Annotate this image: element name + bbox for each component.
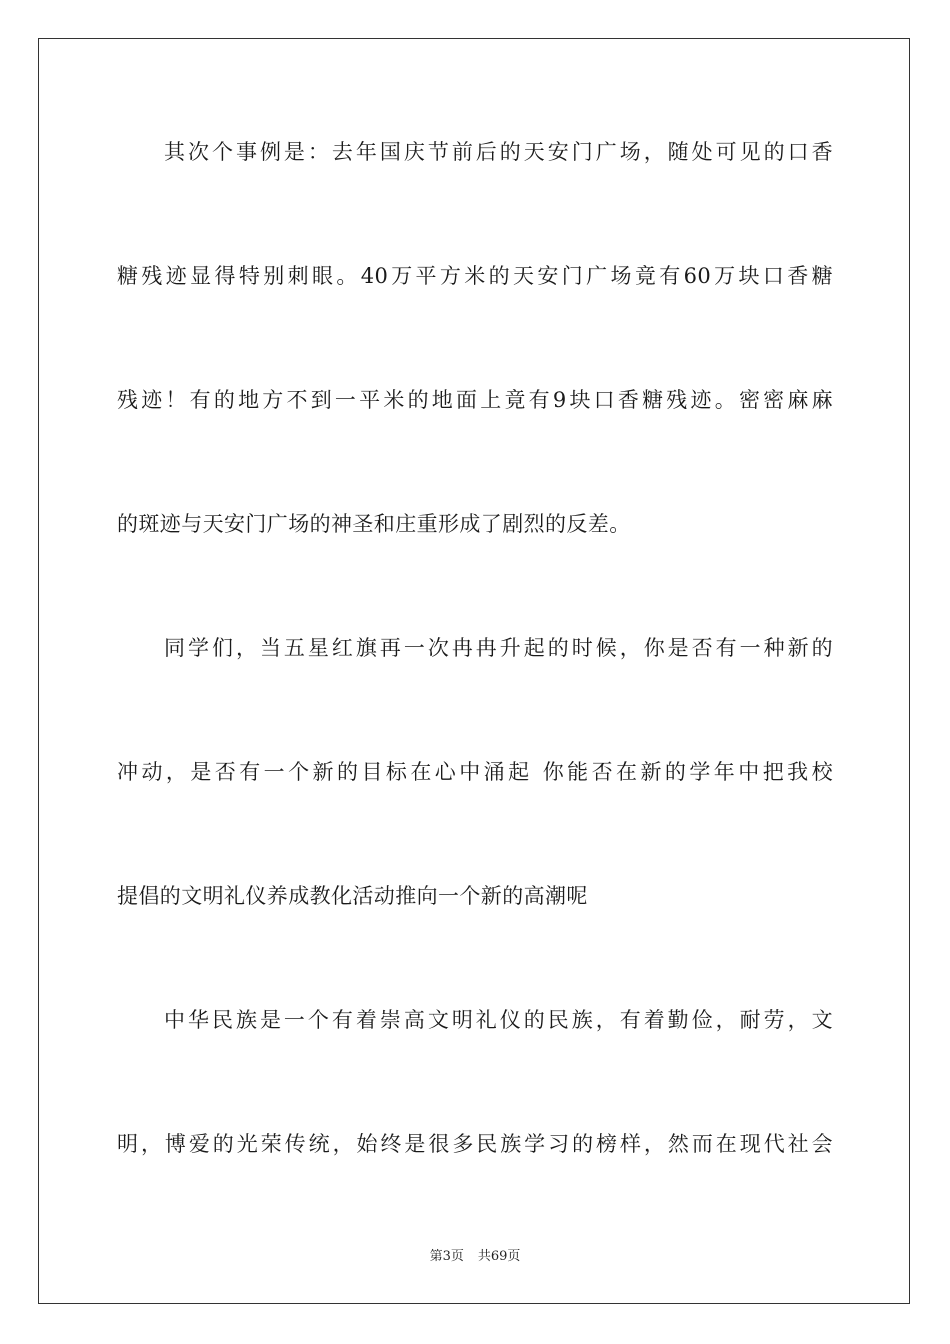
- paragraph-line: 明，博爱的光荣传统，始终是很多民族学习的榜样，然而在现代社会: [117, 1132, 833, 1156]
- paragraph-line: 糖残迹显得特别刺眼。40万平方米的天安门广场竟有60万块口香糖: [117, 264, 833, 288]
- page-frame: [38, 38, 910, 1304]
- paragraph-line: 同学们，当五星红旗再一次冉冉升起的时候，你是否有一种新的: [164, 636, 833, 660]
- paragraph-line: 冲动，是否有一个新的目标在心中涌起 你能否在新的学年中把我校: [117, 760, 833, 784]
- page-total: 共69页: [477, 1249, 521, 1264]
- paragraph-line: 提倡的文明礼仪养成教化活动推向一个新的高潮呢: [117, 884, 588, 908]
- page-number: 第3页: [429, 1249, 464, 1264]
- paragraph-line: 残迹！有的地方不到一平米的地面上竟有9块口香糖残迹。密密麻麻: [117, 388, 833, 412]
- paragraph-line: 其次个事例是：去年国庆节前后的天安门广场，随处可见的口香: [164, 140, 833, 164]
- paragraph-line: 的斑迹与天安门广场的神圣和庄重形成了剧烈的反差。: [117, 512, 631, 536]
- paragraph-line: 中华民族是一个有着崇高文明礼仪的民族，有着勤俭，耐劳，文: [164, 1008, 833, 1032]
- page-footer: [0, 1248, 950, 1266]
